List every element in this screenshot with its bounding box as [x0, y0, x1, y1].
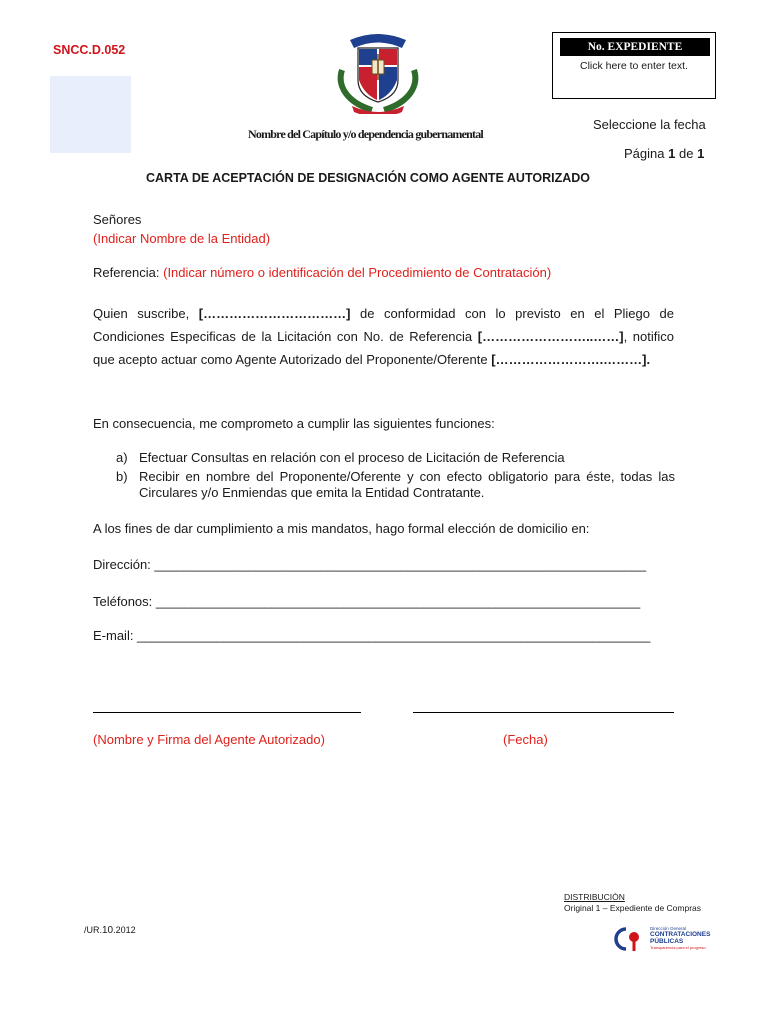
reference-placeholder[interactable]: (Indicar número o identificación del Procedimiento de Contratación) [163, 265, 552, 280]
function-marker-b: b) [116, 469, 128, 484]
signature-label: (Nombre y Firma del Agente Autorizado) [93, 732, 325, 747]
page-number [624, 146, 704, 161]
logo-line3: PÚBLICAS [650, 938, 684, 945]
bidder-name-blank[interactable]: […………………….………]. [491, 352, 651, 367]
distribution-line: Original 1 – Expediente de Compras [564, 903, 702, 913]
entity-logo-placeholder[interactable] [50, 76, 131, 153]
expediente-box [552, 32, 716, 99]
body-text-2: de conformidad con lo previsto en el Pliego de Condiciones Especificas de la Licitación con No. de Referencia [93, 306, 674, 344]
date-label: (Fecha) [503, 732, 548, 747]
functions-intro: En consecuencia, me comprometo a cumplir las siguientes funciones: [93, 416, 495, 431]
expediente-title: No. EXPEDIENTE [560, 38, 710, 56]
date-line[interactable] [413, 712, 674, 713]
email-field[interactable]: E-mail: _______________________________________________________________________ [93, 628, 651, 643]
signer-name-blank[interactable]: [……………………………] [198, 306, 351, 321]
reference-line [93, 265, 551, 281]
function-item-b: Recibir en nombre del Proponente/Oferente y con efecto obligatorio para éste, todas las Circulares y/o Enmiendas que emita la Entidad Contratante. [139, 469, 675, 500]
revision-stamp [84, 925, 136, 936]
expediente-input[interactable]: Click here to enter text. [580, 60, 688, 72]
revision-number: 10 [102, 925, 114, 936]
date-selector[interactable]: Seleccione la fecha [593, 117, 706, 132]
body-text-3: , notifico que acepto actuar como Agente Autorizado del Proponente/Oferente [93, 329, 674, 367]
logo-line1: Dirección General [650, 926, 687, 931]
government-unit-name: Nombre del Capítulo y/o dependencia gubernamental [248, 127, 483, 141]
coat-of-arms-icon [332, 30, 424, 114]
body-paragraph [93, 302, 674, 371]
signature-line[interactable] [93, 712, 361, 713]
domicile-intro: A los fines de dar cumplimiento a mis mandatos, hago formal elección de domicilio en: [93, 521, 590, 536]
phones-field[interactable]: Teléfonos: ___________________________________________________________________ [93, 594, 641, 609]
address-field[interactable]: Dirección: ____________________________________________________________________ [93, 557, 647, 572]
function-item-a: Efectuar Consultas en relación con el proceso de Licitación de Referencia [139, 450, 565, 465]
distribution-block [564, 892, 701, 914]
page-label: Página [624, 146, 665, 161]
reference-number-blank[interactable]: [……………………..……] [477, 329, 624, 344]
entity-name-placeholder[interactable]: (Indicar Nombre de la Entidad) [93, 231, 271, 246]
function-marker-a: a) [116, 450, 128, 465]
distribution-title: DISTRIBUCIÓN [564, 892, 625, 902]
contrataciones-publicas-logo [610, 925, 710, 953]
revision-year: .2012 [113, 925, 136, 935]
page-total: 1 [697, 146, 705, 161]
document-title: CARTA DE ACEPTACIÓN DE DESIGNACIÓN COMO AGENTE AUTORIZADO [146, 171, 590, 185]
body-text-1: Quien suscribe, [93, 306, 190, 321]
reference-label: Referencia: [93, 265, 160, 280]
dgcp-logo-icon [610, 925, 650, 953]
salutation: Señores [93, 212, 142, 227]
page-of: de [678, 146, 694, 161]
logo-tagline: Transparencia para el progreso [650, 945, 706, 950]
revision-prefix: /UR. [84, 925, 102, 935]
page-current: 1 [668, 146, 676, 161]
logo-line2: CONTRATACIONES [650, 931, 711, 938]
document-code: SNCC.D.052 [53, 43, 126, 57]
